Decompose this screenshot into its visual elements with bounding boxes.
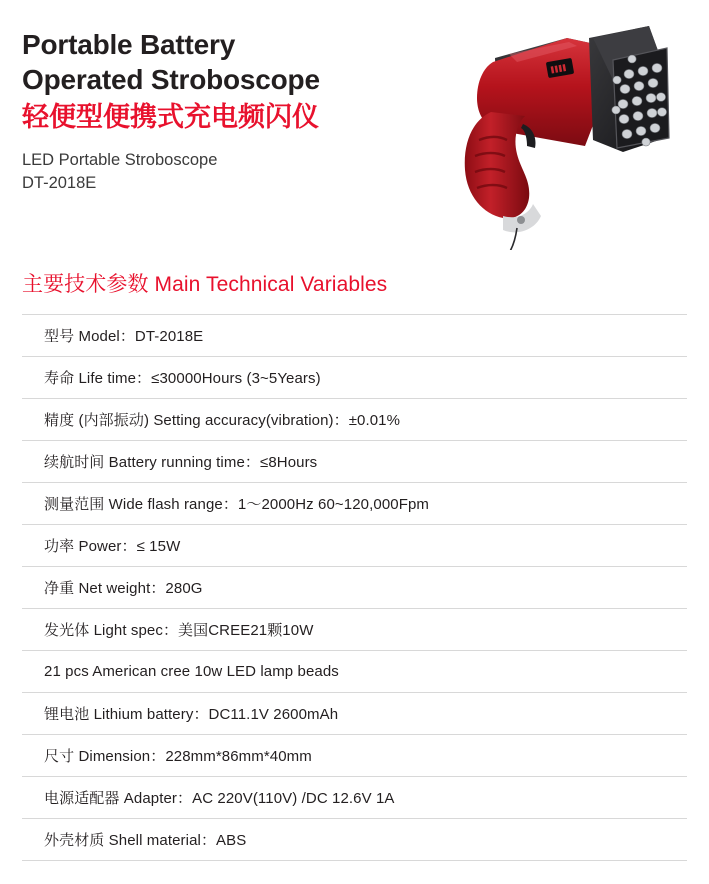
page-header xyxy=(22,0,687,230)
table-row xyxy=(22,357,687,399)
spec-text: 外壳材质 Shell material：ABS xyxy=(44,832,247,849)
page-subtitle: LED Portable Stroboscope xyxy=(22,150,218,169)
page-title-cn: 轻便型便携式充电频闪仪 xyxy=(22,102,319,133)
stroboscope-illustration xyxy=(417,20,677,250)
table-row xyxy=(22,609,687,651)
table-row xyxy=(22,651,687,693)
page-model-number: DT-2018E xyxy=(22,174,97,193)
section-heading: 主要技术参数 Main Technical Variables xyxy=(22,273,388,296)
spec-text: 精度 (内部振动) Setting accuracy(vibration)：±0.01% xyxy=(44,412,401,429)
page-title-en-line2: Operated Stroboscope xyxy=(22,63,320,95)
table-row xyxy=(22,567,687,609)
product-photo xyxy=(417,20,677,250)
spec-text: 功率 Power：≤ 15W xyxy=(44,538,181,555)
charge-port xyxy=(517,216,525,224)
spec-text: 电源适配器 Adapter：AC 220V(110V) /DC 12.6V 1A xyxy=(44,790,395,807)
table-row xyxy=(22,819,687,861)
spec-text: 测量范围 Wide flash range：1～2000Hz 60~120,000Fpm xyxy=(44,496,430,513)
spec-text: 锂电池 Lithium battery：DC11.1V 2600mAh xyxy=(44,706,339,723)
spec-text: 续航时间 Battery running time：≤8Hours xyxy=(44,454,318,471)
page-title-en xyxy=(22,28,422,97)
table-row xyxy=(22,735,687,777)
table-row xyxy=(22,525,687,567)
spec-text: 寿命 Life time：≤30000Hours (3~5Years) xyxy=(44,370,321,387)
spec-text: 发光体 Light spec：美国CREE21颗10W xyxy=(44,622,314,639)
table-row xyxy=(22,441,687,483)
page-title-en-line1: Portable Battery xyxy=(22,29,236,60)
spec-text: 尺寸 Dimension：228mm*86mm*40mm xyxy=(44,748,312,765)
table-row xyxy=(22,693,687,735)
spec-text: 21 pcs American cree 10w LED lamp beads xyxy=(44,663,339,680)
spec-table xyxy=(22,314,687,861)
table-row xyxy=(22,315,687,357)
table-row xyxy=(22,399,687,441)
table-row xyxy=(22,777,687,819)
spec-text: 型号 Model：DT-2018E xyxy=(44,328,204,345)
table-row xyxy=(22,483,687,525)
spec-text: 净重 Net weight：280G xyxy=(44,580,203,597)
title-block xyxy=(22,28,422,196)
